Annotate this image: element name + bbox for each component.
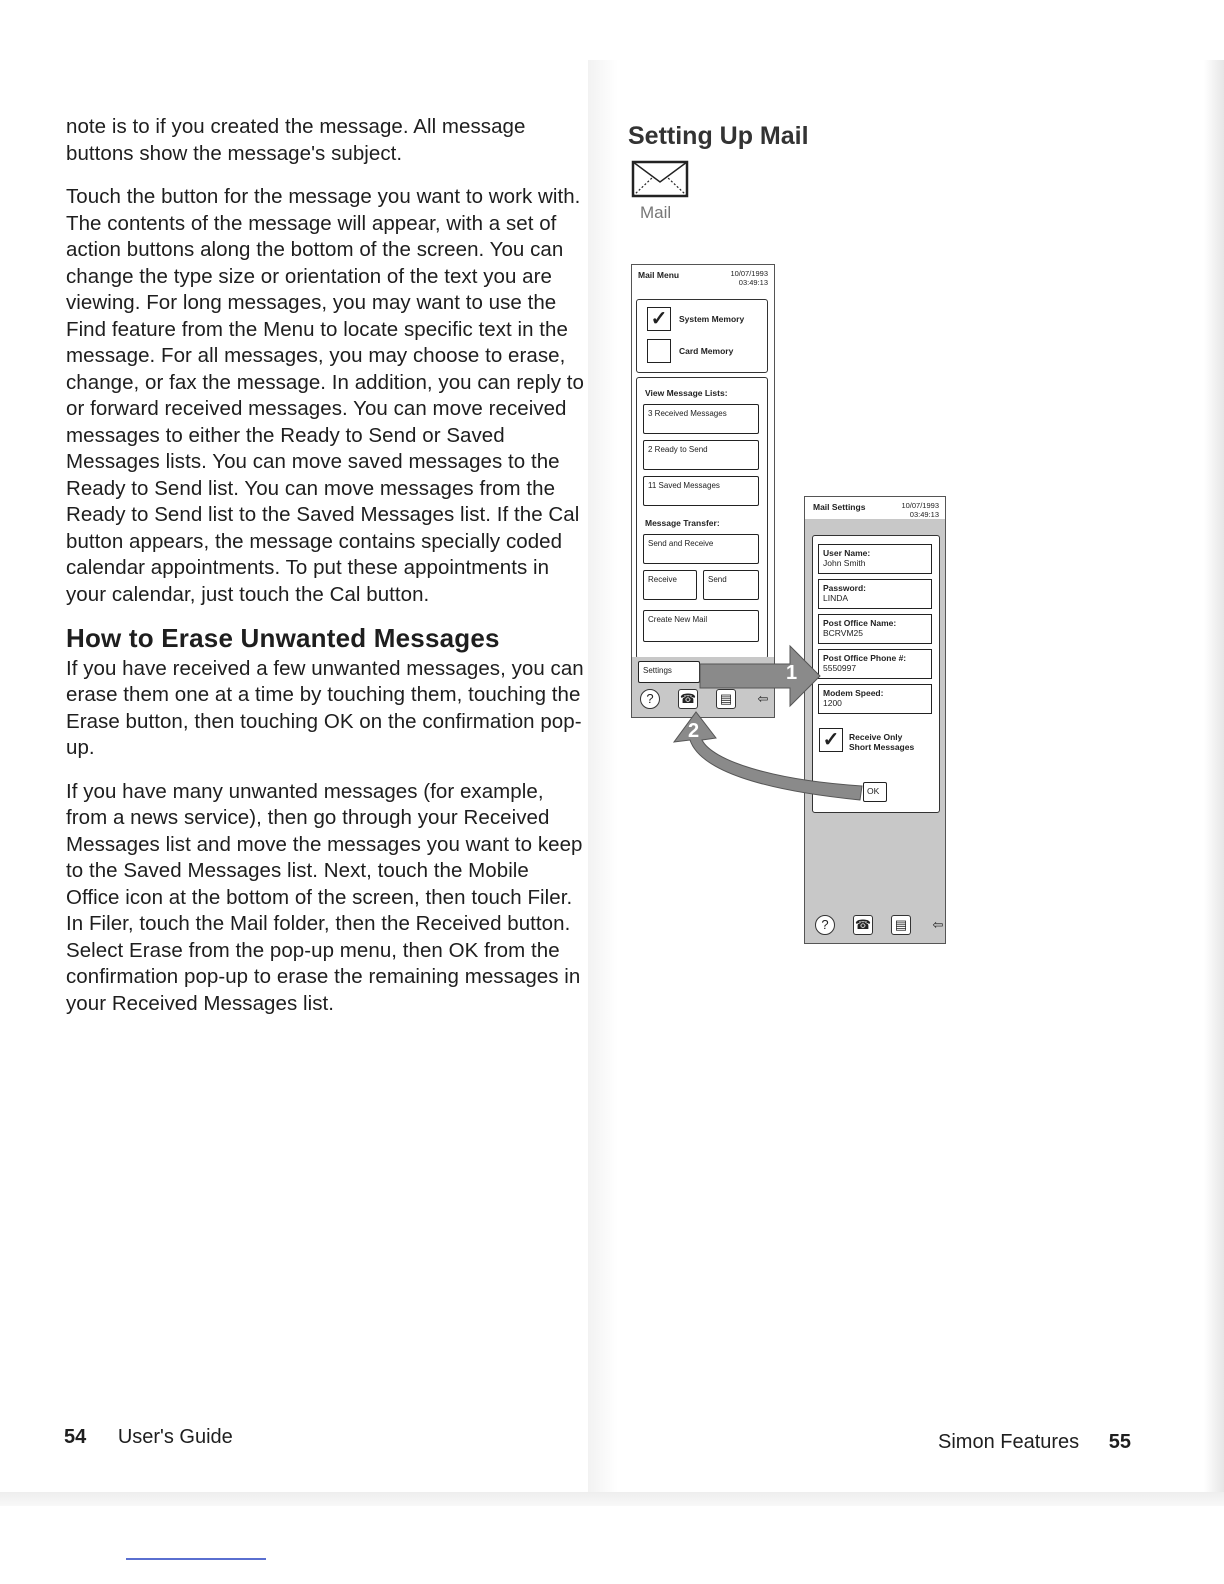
section-heading: How to Erase Unwanted Messages xyxy=(66,623,500,653)
ready-to-send-button[interactable]: 2 Ready to Send xyxy=(643,440,759,470)
system-memory-checkbox[interactable]: ✓ xyxy=(647,307,671,331)
saved-messages-button[interactable]: 11 Saved Messages xyxy=(643,476,759,506)
callout-arrow-2 xyxy=(674,712,862,800)
callout-2: 2 xyxy=(688,720,700,742)
paragraph: If you have received a few unwanted messages, you can erase them one at a time by touching them, touching the Erase button, then touching OK on the confirmation pop-up. xyxy=(66,656,584,759)
field-label: Post Office Name: xyxy=(823,618,897,628)
phone-icon[interactable]: ☎ xyxy=(853,915,873,935)
field-value: 1200 xyxy=(823,698,842,708)
office-icon[interactable]: ▤ xyxy=(716,689,736,709)
date: 10/07/1993 xyxy=(901,501,939,510)
field-value: John Smith xyxy=(823,558,866,568)
create-new-mail-button[interactable]: Create New Mail xyxy=(643,610,759,642)
field-label: Post Office Phone #: xyxy=(823,653,907,663)
paragraph: If you have many unwanted messages (for example, from a news service), then go through your Received Messages list and move the messages you want to keep to the Saved Messages list. Next, touch the Mobile Office icon at the bottom of the screen, then touch Filer. In Filer, touch the Mail folder, then the Received button. Select Erase from the pop-up menu, then OK from the confirmation pop-up to erase the remaining messages in your Received Messages list. xyxy=(66,779,583,1015)
settings-button[interactable]: Settings xyxy=(638,661,700,683)
paragraph: Touch the button for the message you want to work with. The contents of the message will appear, with a set of action buttons along the bottom of the screen. You can change the type size or orientation of the text you are viewing. For long messages, you may want to use the Find feature from the Menu to locate specific text in the message. For all messages, you may choose to erase, change, or fax the message. In addition, you can reply to or forward received messages. You can move received messages to either the Ready to Send or Saved Messages lists. You can move saved messages to the Ready to Send list. You can move messages from the Ready to Send list to the Saved Messages list. If the Cal button appears, the message contains specially coded calendar appointments. To put these appointments in your calendar, just touch the Cal button. xyxy=(66,185,584,606)
transfer-label: Message Transfer: xyxy=(645,518,720,528)
option-label: System Memory xyxy=(679,314,745,324)
callout-arrow-1 xyxy=(700,646,820,706)
field-label: Password: xyxy=(823,583,866,593)
field-value: LINDA xyxy=(823,593,849,603)
help-icon[interactable]: ? xyxy=(640,689,660,709)
back-arrow-icon[interactable]: ⇦ xyxy=(757,691,769,706)
running-footer: User's Guide xyxy=(117,1426,233,1448)
label-line: Short Messages xyxy=(849,742,915,752)
callout-1: 1 xyxy=(786,662,798,684)
page-number: 55 xyxy=(1108,1431,1131,1453)
office-icon[interactable]: ▤ xyxy=(891,915,911,935)
right-footer xyxy=(938,1431,1131,1454)
send-button[interactable]: Send xyxy=(703,570,759,600)
time: 03:49:13 xyxy=(738,278,768,287)
page-title: Setting Up Mail xyxy=(628,122,809,150)
field-value: 5550997 xyxy=(823,663,857,673)
field-label: User Name: xyxy=(823,548,871,558)
option-label: Card Memory xyxy=(679,346,734,356)
field-value: BCRVM25 xyxy=(823,628,863,638)
label-line: Receive Only xyxy=(849,732,903,742)
screen-header: Mail Menu xyxy=(638,270,680,280)
page-number: 54 xyxy=(64,1426,87,1448)
received-messages-button[interactable]: 3 Received Messages xyxy=(643,404,759,434)
view-lists-label: View Message Lists: xyxy=(645,388,728,398)
running-footer: Simon Features xyxy=(938,1431,1080,1453)
receive-button[interactable]: Receive xyxy=(643,570,697,600)
back-arrow-icon[interactable]: ⇦ xyxy=(932,917,944,932)
ok-button[interactable]: OK xyxy=(863,782,887,802)
help-icon[interactable]: ? xyxy=(815,915,835,935)
paragraph: note is to if you created the message. All message buttons show the message's subject. xyxy=(66,115,526,165)
field-label: Modem Speed: xyxy=(823,688,884,698)
short-messages-checkbox[interactable]: ✓ xyxy=(819,728,843,752)
time: 03:49:13 xyxy=(909,510,939,519)
date: 10/07/1993 xyxy=(730,269,768,278)
mail-icon-label: Mail xyxy=(640,203,672,222)
screen-header: Mail Settings xyxy=(813,502,866,512)
send-and-receive-button[interactable]: Send and Receive xyxy=(643,534,759,564)
phone-icon[interactable]: ☎ xyxy=(678,689,698,709)
